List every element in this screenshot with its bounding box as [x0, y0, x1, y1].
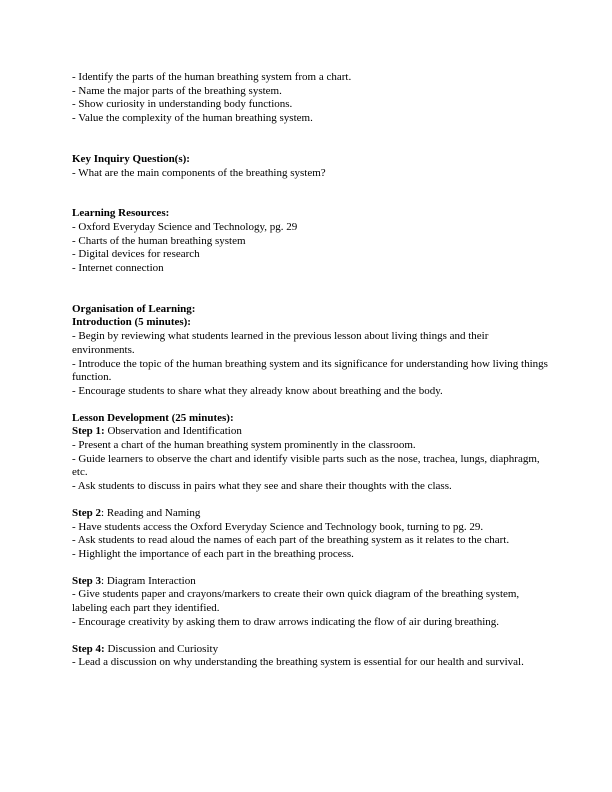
step-4: [72, 643, 552, 670]
development-heading: Lesson Development (25 minutes):: [72, 411, 234, 424]
objective-item: - Identify the parts of the human breathing system from a chart.: [72, 71, 352, 83]
resource-item: - Charts of the human breathing system: [72, 234, 246, 247]
intro-item: - Begin by reviewing what students learned in the previous lesson about living things and their environments.: [72, 330, 489, 356]
objective-item: - Value the complexity of the human breathing system.: [72, 112, 313, 125]
step-3-name: : Diagram Interaction: [101, 574, 196, 587]
key-inquiry-section: [72, 153, 552, 180]
resource-item: - Internet connection: [72, 262, 164, 275]
step-2-name: : Reading and Naming: [101, 506, 201, 519]
objective-item: - Name the major parts of the breathing system.: [72, 84, 282, 97]
introduction-heading: Introduction (5 minutes):: [72, 316, 191, 329]
intro-item: - Introduce the topic of the human breathing system and its significance for understanding how living things function.: [72, 357, 548, 384]
step-item: - Ask students to read aloud the names of each part of the breathing system as it relates to the chart.: [72, 534, 510, 547]
objective-item: - Show curiosity in understanding body functions.: [72, 98, 293, 111]
step-1: [72, 425, 552, 494]
step-4-name: Discussion and Curiosity: [104, 642, 219, 655]
objectives-list: [72, 71, 552, 126]
resource-item: - Oxford Everyday Science and Technology, pg. 29: [72, 220, 298, 233]
step-item: - Guide learners to observe the chart and identify visible parts such as the nose, trachea, lungs, diaphragm, etc.: [72, 452, 540, 479]
step-2-label: Step 2: [72, 506, 102, 519]
step-3: [72, 575, 552, 630]
step-1-label: Step 1:: [72, 425, 105, 438]
step-item: - Encourage creativity by asking them to draw arrows indicating the flow of air during breathing.: [72, 615, 500, 628]
key-inquiry-item: - What are the main components of the breathing system?: [72, 166, 326, 179]
organisation-section: [72, 303, 552, 399]
organisation-heading: Organisation of Learning:: [72, 302, 196, 315]
step-1-title: [72, 425, 552, 439]
document-page: [72, 71, 552, 670]
step-4-title: [72, 643, 552, 657]
step-2-title: [72, 507, 552, 521]
step-item: - Give students paper and crayons/markers to create their own quick diagram of the breathing system, labeling each part they identified.: [72, 588, 520, 615]
step-item: - Present a chart of the human breathing system prominently in the classroom.: [72, 439, 416, 452]
step-2: [72, 507, 552, 562]
step-item: - Lead a discussion on why understanding the breathing system is essential for our health and survival.: [72, 656, 524, 669]
step-1-name: Observation and Identification: [104, 425, 242, 438]
intro-item: - Encourage students to share what they already know about breathing and the body.: [72, 384, 443, 397]
step-3-label: Step 3: [72, 574, 102, 587]
step-item: - Highlight the importance of each part in the breathing process.: [72, 547, 354, 560]
resource-item: - Digital devices for research: [72, 248, 200, 261]
development-section: [72, 412, 552, 670]
step-item: - Have students access the Oxford Everyday Science and Technology book, turning to pg. 29.: [72, 520, 484, 533]
step-item: - Ask students to discuss in pairs what they see and share their thoughts with the class.: [72, 480, 452, 493]
resources-section: [72, 207, 552, 276]
step-4-label: Step 4:: [72, 642, 105, 655]
step-3-title: [72, 575, 552, 589]
key-inquiry-heading: Key Inquiry Question(s):: [72, 152, 190, 165]
resources-heading: Learning Resources:: [72, 207, 170, 220]
